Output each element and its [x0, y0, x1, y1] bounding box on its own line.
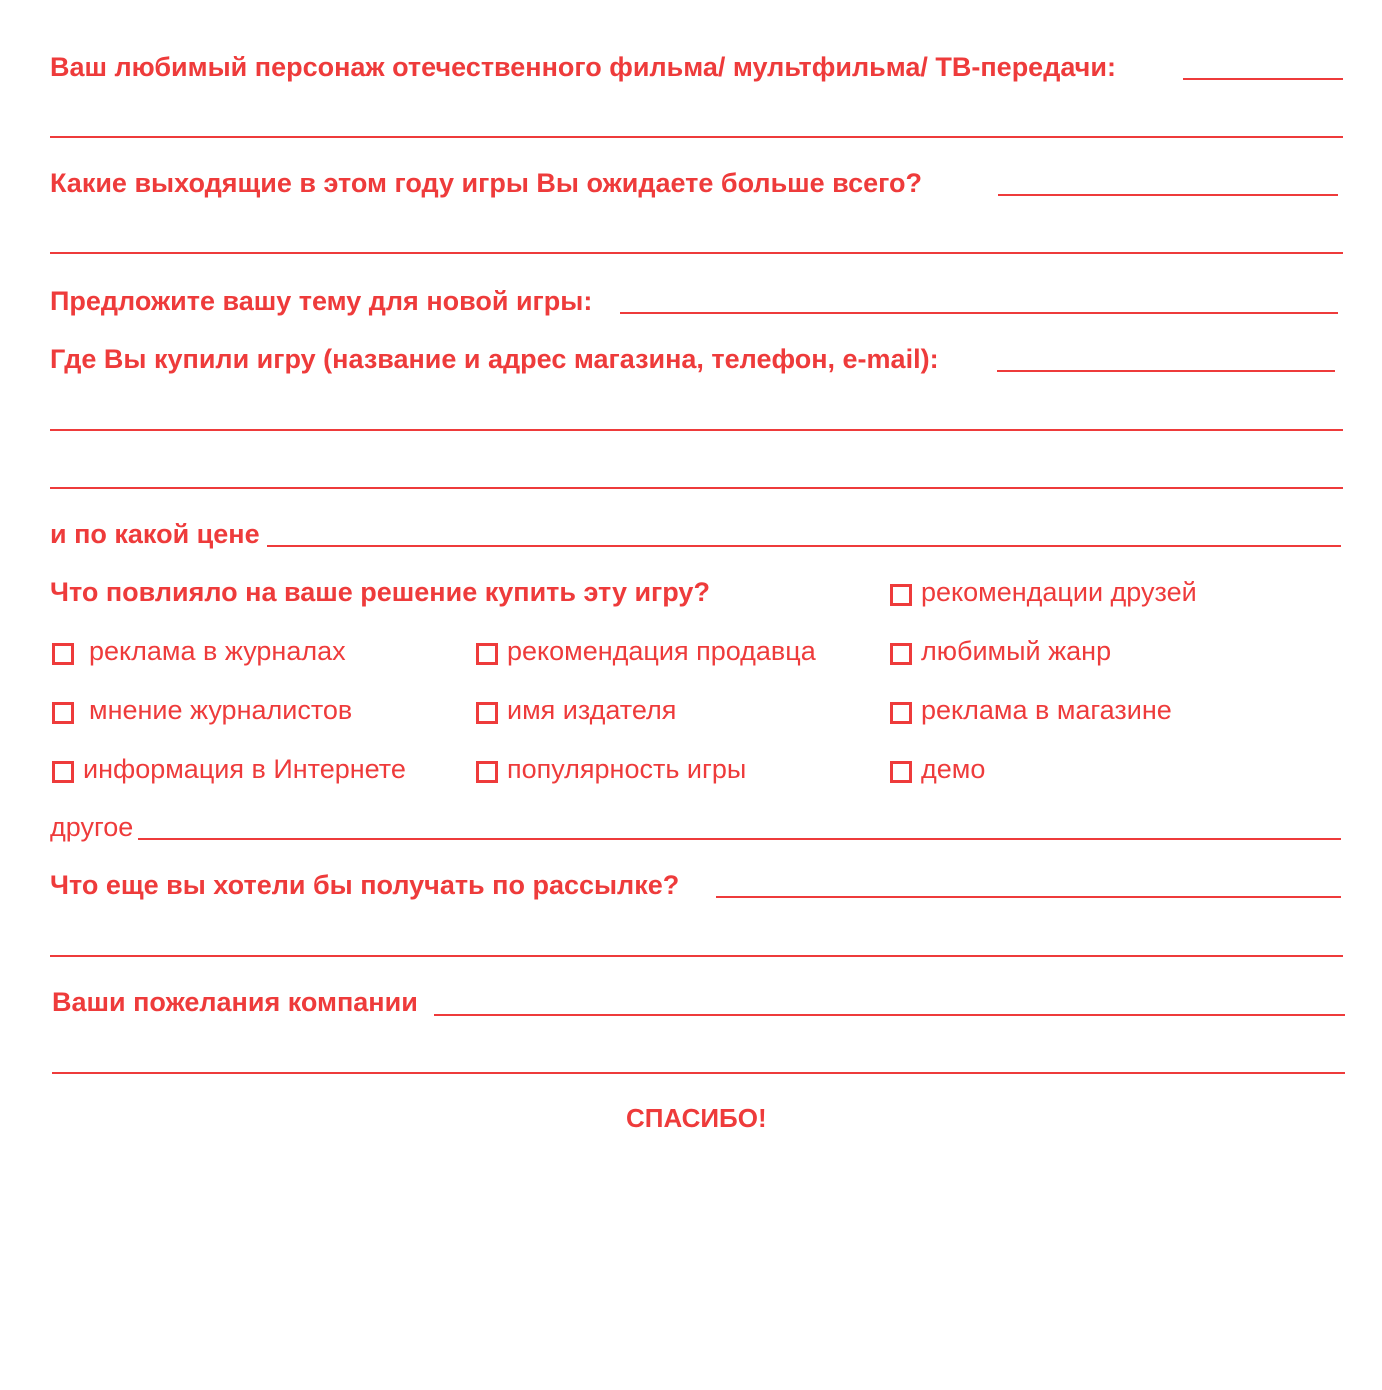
option-label: рекомендация продавца: [507, 636, 816, 666]
checkbox-icon[interactable]: [476, 761, 498, 783]
thanks-text: СПАСИБО!: [626, 1103, 767, 1133]
answer-line-newsletter-2[interactable]: [50, 955, 1343, 957]
answer-line-where-bought-2[interactable]: [50, 429, 1343, 431]
answer-line-price[interactable]: [267, 545, 1341, 547]
answer-line-favorite-character-2[interactable]: [50, 136, 1343, 138]
question-price: и по какой цене: [50, 519, 260, 549]
checkbox-icon[interactable]: [890, 584, 912, 606]
checkbox-icon[interactable]: [476, 702, 498, 724]
question-expected-games: Какие выходящие в этом году игры Вы ожидаете больше всего?: [50, 168, 923, 198]
option-internet-info[interactable]: [52, 754, 406, 784]
checkbox-icon[interactable]: [890, 643, 912, 665]
option-magazine-ads[interactable]: [52, 636, 346, 666]
option-label: рекомендации друзей: [921, 577, 1197, 607]
option-label: информация в Интернете: [83, 754, 406, 784]
option-label: любимый жанр: [921, 636, 1112, 666]
option-label: мнение журналистов: [89, 695, 353, 725]
answer-line-suggest-theme[interactable]: [620, 312, 1338, 314]
option-label: реклама в журналах: [89, 636, 346, 666]
option-store-ads[interactable]: [890, 695, 1172, 725]
option-journalists-opinion[interactable]: [52, 695, 352, 725]
answer-line-wishes[interactable]: [434, 1014, 1345, 1016]
question-favorite-character: Ваш любимый персонаж отечественного фильма/ мультфильма/ ТВ-передачи:: [50, 52, 1116, 82]
question-suggest-theme: Предложите вашу тему для новой игры:: [50, 286, 593, 316]
option-label: реклама в магазине: [921, 695, 1172, 725]
option-publisher-name[interactable]: [476, 695, 676, 725]
question-where-bought: Где Вы купили игру (название и адрес магазина, телефон, e-mail):: [50, 344, 939, 374]
option-friends-recommendation[interactable]: [890, 577, 1197, 607]
option-label: демо: [921, 754, 986, 784]
checkbox-icon[interactable]: [890, 761, 912, 783]
option-demo[interactable]: [890, 754, 985, 784]
option-favorite-genre[interactable]: [890, 636, 1111, 666]
option-game-popularity[interactable]: [476, 754, 746, 784]
option-label: популярность игры: [507, 754, 747, 784]
checkbox-icon[interactable]: [52, 702, 74, 724]
option-seller-recommendation[interactable]: [476, 636, 816, 666]
other-label: другое: [50, 812, 134, 842]
answer-line-favorite-character[interactable]: [1183, 78, 1343, 80]
answer-line-wishes-2[interactable]: [52, 1072, 1345, 1074]
question-wishes: Ваши пожелания компании: [52, 987, 418, 1017]
checkbox-icon[interactable]: [476, 643, 498, 665]
answer-line-expected-games-2[interactable]: [50, 252, 1343, 254]
answer-line-other[interactable]: [138, 838, 1341, 840]
checkbox-icon[interactable]: [52, 761, 74, 783]
question-newsletter: Что еще вы хотели бы получать по рассылке?: [50, 870, 680, 900]
checkbox-icon[interactable]: [890, 702, 912, 724]
question-influence: Что повлияло на ваше решение купить эту игру?: [50, 577, 710, 607]
option-label: имя издателя: [507, 695, 677, 725]
answer-line-where-bought-3[interactable]: [50, 487, 1343, 489]
answer-line-newsletter[interactable]: [716, 896, 1341, 898]
checkbox-icon[interactable]: [52, 643, 74, 665]
answer-line-where-bought[interactable]: [997, 370, 1335, 372]
answer-line-expected-games[interactable]: [998, 194, 1338, 196]
